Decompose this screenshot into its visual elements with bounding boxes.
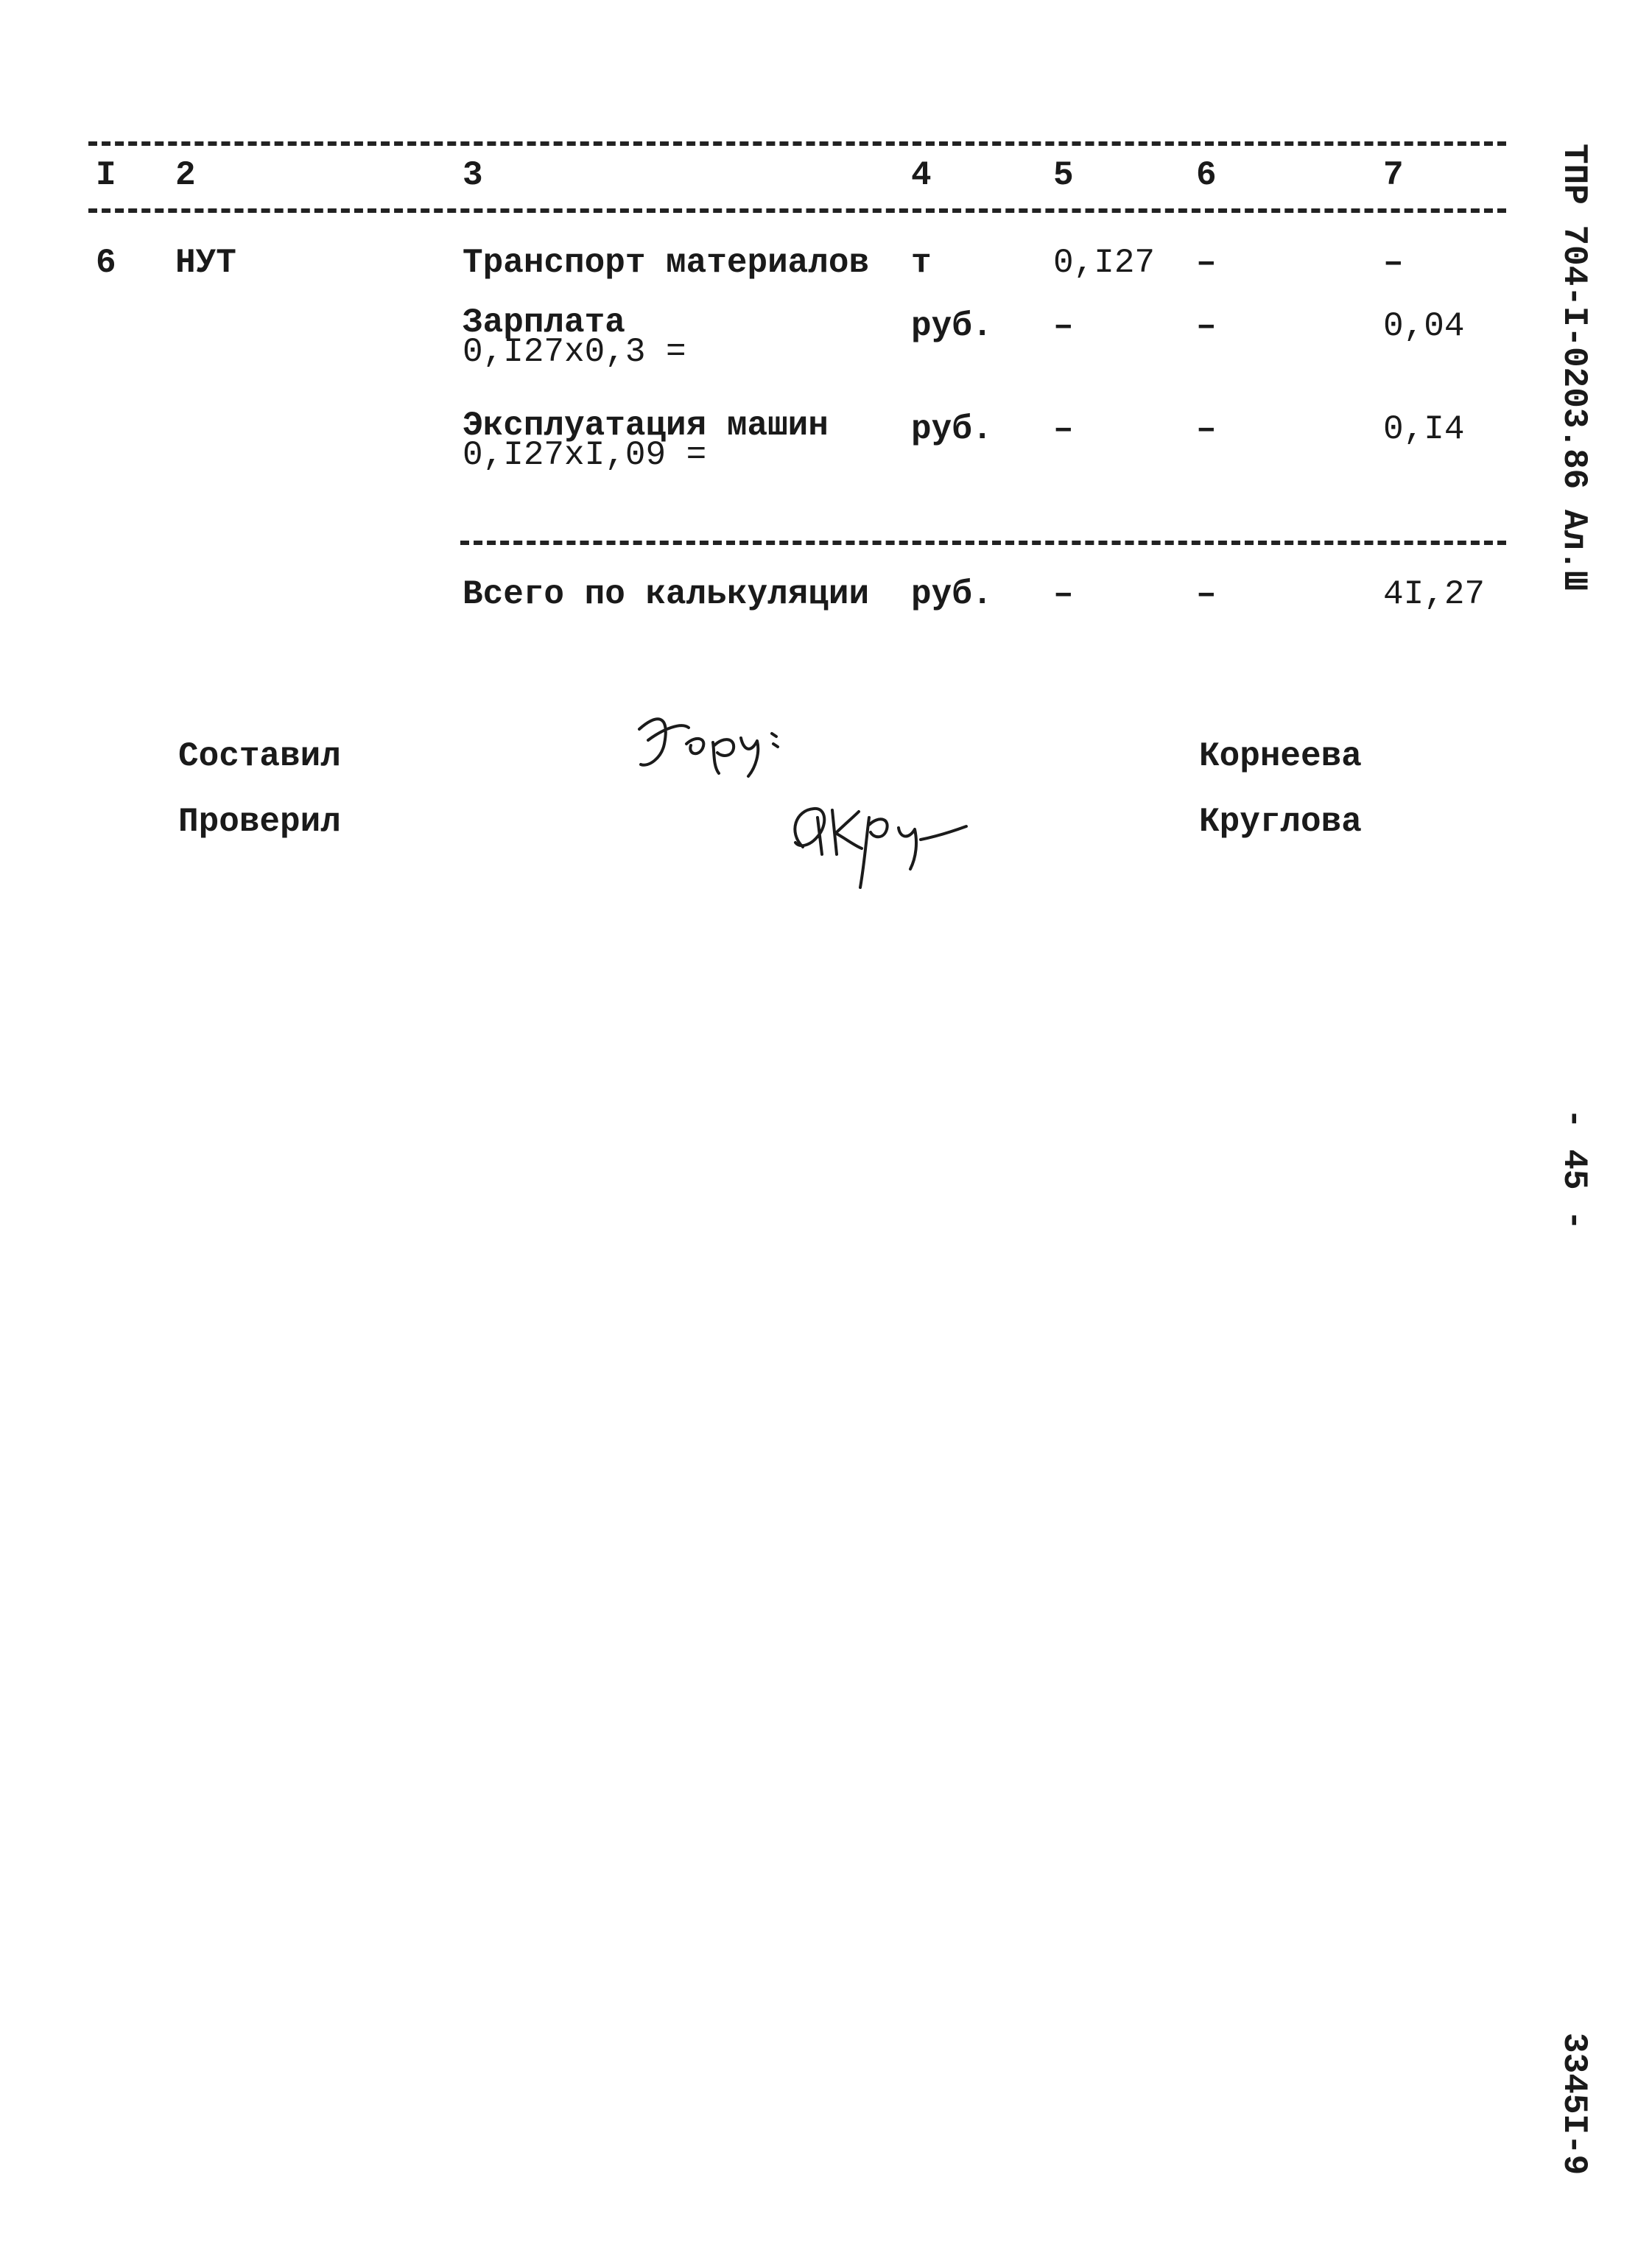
salary-label: Зарплата: [463, 303, 625, 342]
salary-amount: 0,04: [1383, 307, 1465, 345]
col-header-3: 3: [463, 156, 483, 194]
total-col6: –: [1196, 575, 1217, 613]
total-label: Всего по калькуляции: [463, 575, 870, 613]
salary-col6: –: [1196, 307, 1217, 345]
machines-unit: руб.: [911, 410, 993, 449]
signature-checked-handwriting: [773, 766, 980, 891]
row-description: Транспорт материалов: [463, 244, 870, 282]
compiled-label: Составил: [178, 737, 341, 776]
margin-inventory-number: 3345I-9: [1555, 2033, 1593, 2176]
total-rule: [460, 541, 1506, 545]
row-number: 6: [96, 244, 116, 282]
machines-col6: –: [1196, 410, 1217, 449]
salary-unit: руб.: [911, 307, 993, 345]
col-header-1: I: [96, 156, 116, 194]
margin-page-number: - 45 -: [1555, 1108, 1593, 1231]
table-top-rule: [88, 141, 1506, 146]
total-col5: –: [1053, 575, 1074, 613]
machines-col5: –: [1053, 410, 1074, 449]
col-header-6: 6: [1196, 156, 1217, 194]
col-header-4: 4: [911, 156, 932, 194]
row-col7: –: [1383, 244, 1404, 282]
salary-formula: 0,I27x0,3 =: [463, 333, 686, 371]
checked-name: Круглова: [1199, 803, 1362, 841]
col-header-7: 7: [1383, 156, 1404, 194]
row-col6: –: [1196, 244, 1217, 282]
machines-description: [463, 407, 829, 474]
row-unit: т: [911, 244, 932, 282]
checked-label: Проверил: [178, 803, 341, 841]
margin-document-code: ТПР 704-I-0203.86 Ал.Ш: [1555, 144, 1593, 591]
table-header-bottom-rule: [88, 208, 1506, 213]
machines-formula: 0,I27xI,09 =: [463, 436, 707, 474]
machines-amount: 0,I4: [1383, 410, 1465, 449]
salary-description: [463, 303, 686, 371]
machines-label: Эксплуатация машин: [463, 407, 829, 445]
row-code: НУТ: [175, 244, 236, 282]
row-quantity: 0,I27: [1053, 244, 1156, 282]
total-amount: 4I,27: [1383, 575, 1486, 613]
total-unit: руб.: [911, 575, 993, 613]
col-header-5: 5: [1053, 156, 1074, 194]
salary-col5: –: [1053, 307, 1074, 345]
col-header-2: 2: [175, 156, 196, 194]
compiled-name: Корнеева: [1199, 737, 1362, 776]
